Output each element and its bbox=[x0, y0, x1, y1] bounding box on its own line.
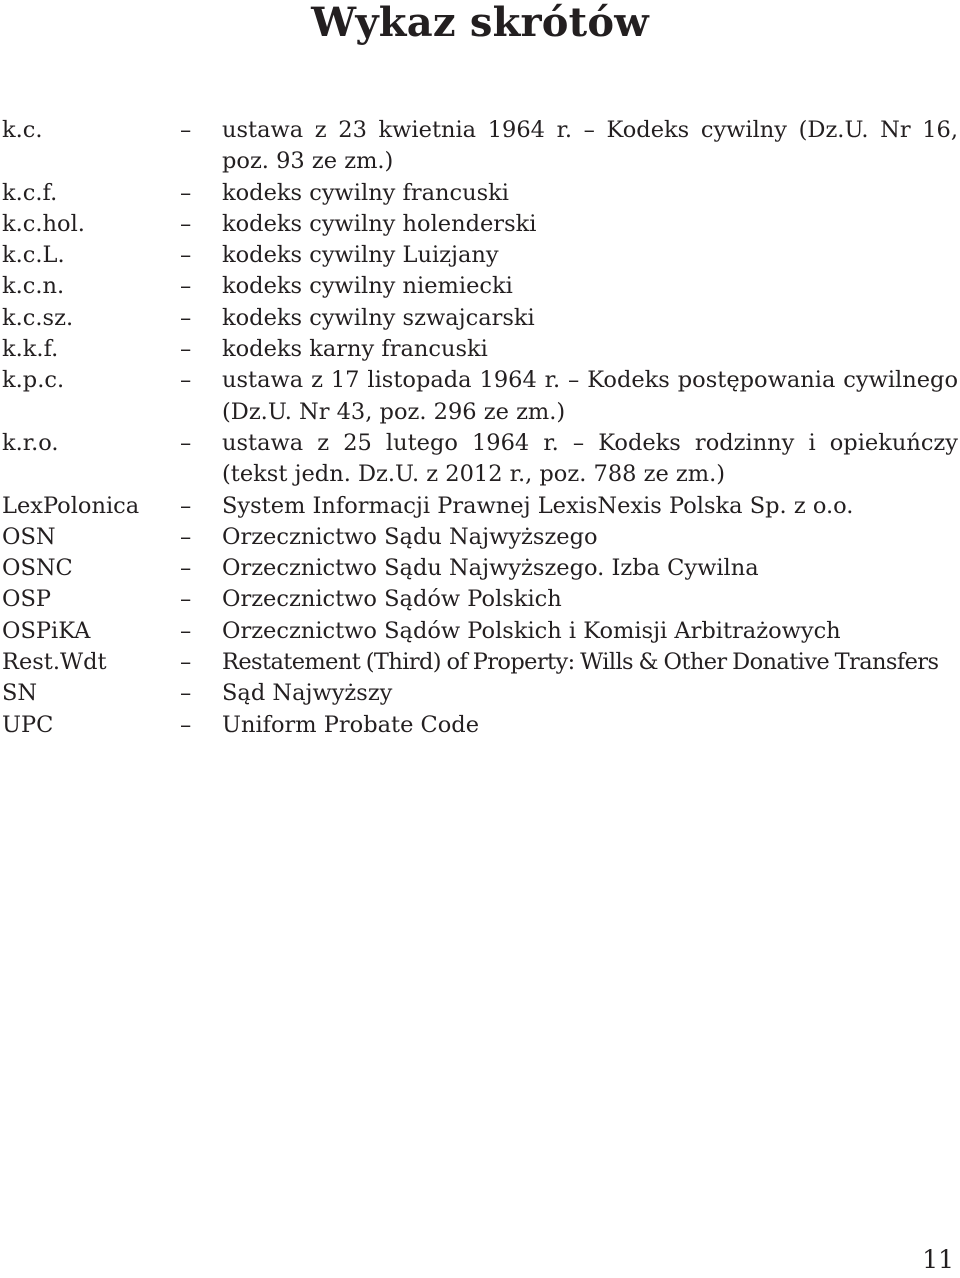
abbreviation-entry-kkf bbox=[2, 334, 958, 365]
abbreviation-description: Orzecznictwo Sądu Najwyższego. Izba Cywilna bbox=[222, 555, 759, 582]
abbreviation: OSNC bbox=[2, 555, 73, 582]
abbreviation: UPC bbox=[2, 711, 54, 738]
abbreviation-entry-ospika bbox=[2, 616, 958, 647]
abbreviation: OSP bbox=[2, 586, 51, 613]
abbreviation-entry-restwdt bbox=[2, 647, 958, 678]
abbreviation-list bbox=[2, 115, 958, 741]
abbreviation-description: kodeks cywilny holenderski bbox=[222, 210, 537, 237]
abbreviation-entry-kro bbox=[2, 428, 958, 491]
abbreviation-entry-kc bbox=[2, 115, 958, 178]
abbreviation-entry-osn bbox=[2, 522, 958, 553]
abbreviation-description: Uniform Probate Code bbox=[222, 711, 480, 738]
dash-separator: – bbox=[180, 429, 192, 456]
abbreviation-entry-kchol bbox=[2, 209, 958, 240]
abbreviation-entry-osp bbox=[2, 584, 958, 615]
abbreviation: OSPiKA bbox=[2, 617, 91, 644]
page-number: 11 bbox=[922, 1245, 954, 1274]
abbreviation-entry-kcf bbox=[2, 178, 958, 209]
dash-separator: – bbox=[180, 304, 192, 331]
abbreviation-entry-kpc bbox=[2, 365, 958, 428]
dash-separator: – bbox=[180, 523, 192, 550]
abbreviation-entry-sn bbox=[2, 678, 958, 709]
abbreviation: k.p.c. bbox=[2, 367, 65, 394]
abbreviation: Rest.Wdt bbox=[2, 649, 107, 676]
abbreviation: k.c.n. bbox=[2, 273, 65, 300]
abbreviation-entry-lexpolonica bbox=[2, 491, 958, 522]
dash-separator: – bbox=[180, 210, 192, 237]
dash-separator: – bbox=[180, 680, 192, 707]
abbreviation-description: System Informacji Prawnej LexisNexis Polska Sp. z o.o. bbox=[222, 492, 854, 519]
dash-separator: – bbox=[180, 117, 192, 143]
abbreviation-entry-kcsz bbox=[2, 303, 958, 334]
abbreviation-description: Orzecznictwo Sądów Polskich bbox=[222, 586, 562, 613]
abbreviation-description: Orzecznictwo Sądu Najwyższego bbox=[222, 523, 598, 550]
dash-separator: – bbox=[180, 711, 192, 738]
abbreviation: k.c.f. bbox=[2, 179, 58, 206]
page-title: Wykaz skrótów bbox=[311, 0, 649, 46]
abbreviation: OSN bbox=[2, 523, 56, 550]
dash-separator: – bbox=[180, 555, 192, 582]
abbreviation-description: ustawa z 25 lutego 1964 r. – Kodeks rodzinny i opiekuńczy (tekst jedn. Dz.U. z 2012 r., poz. 788 ze zm.) bbox=[222, 429, 958, 488]
dash-separator: – bbox=[180, 492, 192, 519]
abbreviation: k.c.L. bbox=[2, 242, 65, 269]
abbreviation-description: kodeks cywilny Luizjany bbox=[222, 242, 499, 269]
abbreviation: k.c.sz. bbox=[2, 304, 74, 331]
dash-separator: – bbox=[180, 179, 192, 206]
abbreviation-description: kodeks cywilny niemiecki bbox=[222, 273, 513, 300]
abbreviation-description: kodeks cywilny szwajcarski bbox=[222, 304, 535, 331]
dash-separator: – bbox=[180, 586, 192, 613]
dash-separator: – bbox=[180, 242, 192, 269]
dash-separator: – bbox=[180, 273, 192, 300]
abbreviation: k.r.o. bbox=[2, 429, 59, 456]
abbreviation: k.k.f. bbox=[2, 336, 59, 363]
abbreviation-description: Orzecznictwo Sądów Polskich i Komisji Arbitrażowych bbox=[222, 617, 841, 644]
abbreviation: SN bbox=[2, 680, 38, 707]
abbreviation: k.c. bbox=[2, 117, 43, 143]
abbreviation-description: Restatement (Third) of Property: Wills & Other Donative Transfers bbox=[222, 649, 939, 676]
abbreviation: k.c.hol. bbox=[2, 210, 85, 237]
abbreviation: LexPolonica bbox=[2, 492, 140, 519]
abbreviation-description: kodeks karny francuski bbox=[222, 336, 488, 363]
abbreviation-description: ustawa z 23 kwietnia 1964 r. – Kodeks cywilny (Dz.U. Nr 16, poz. 93 ze zm.) bbox=[222, 117, 958, 175]
abbreviation-entry-upc bbox=[2, 710, 958, 741]
abbreviation-entry-kcl bbox=[2, 240, 958, 271]
dash-separator: – bbox=[180, 617, 192, 644]
abbreviation-description: kodeks cywilny francuski bbox=[222, 179, 510, 206]
abbreviation-description: ustawa z 17 listopada 1964 r. – Kodeks postępowania cywilnego (Dz.U. Nr 43, poz. 296 ze zm.) bbox=[222, 367, 958, 425]
abbreviation-entry-kcn bbox=[2, 271, 958, 302]
dash-separator: – bbox=[180, 649, 192, 676]
dash-separator: – bbox=[180, 367, 192, 394]
abbreviation-description: Sąd Najwyższy bbox=[222, 680, 393, 707]
dash-separator: – bbox=[180, 336, 192, 363]
abbreviation-entry-osnc bbox=[2, 553, 958, 584]
